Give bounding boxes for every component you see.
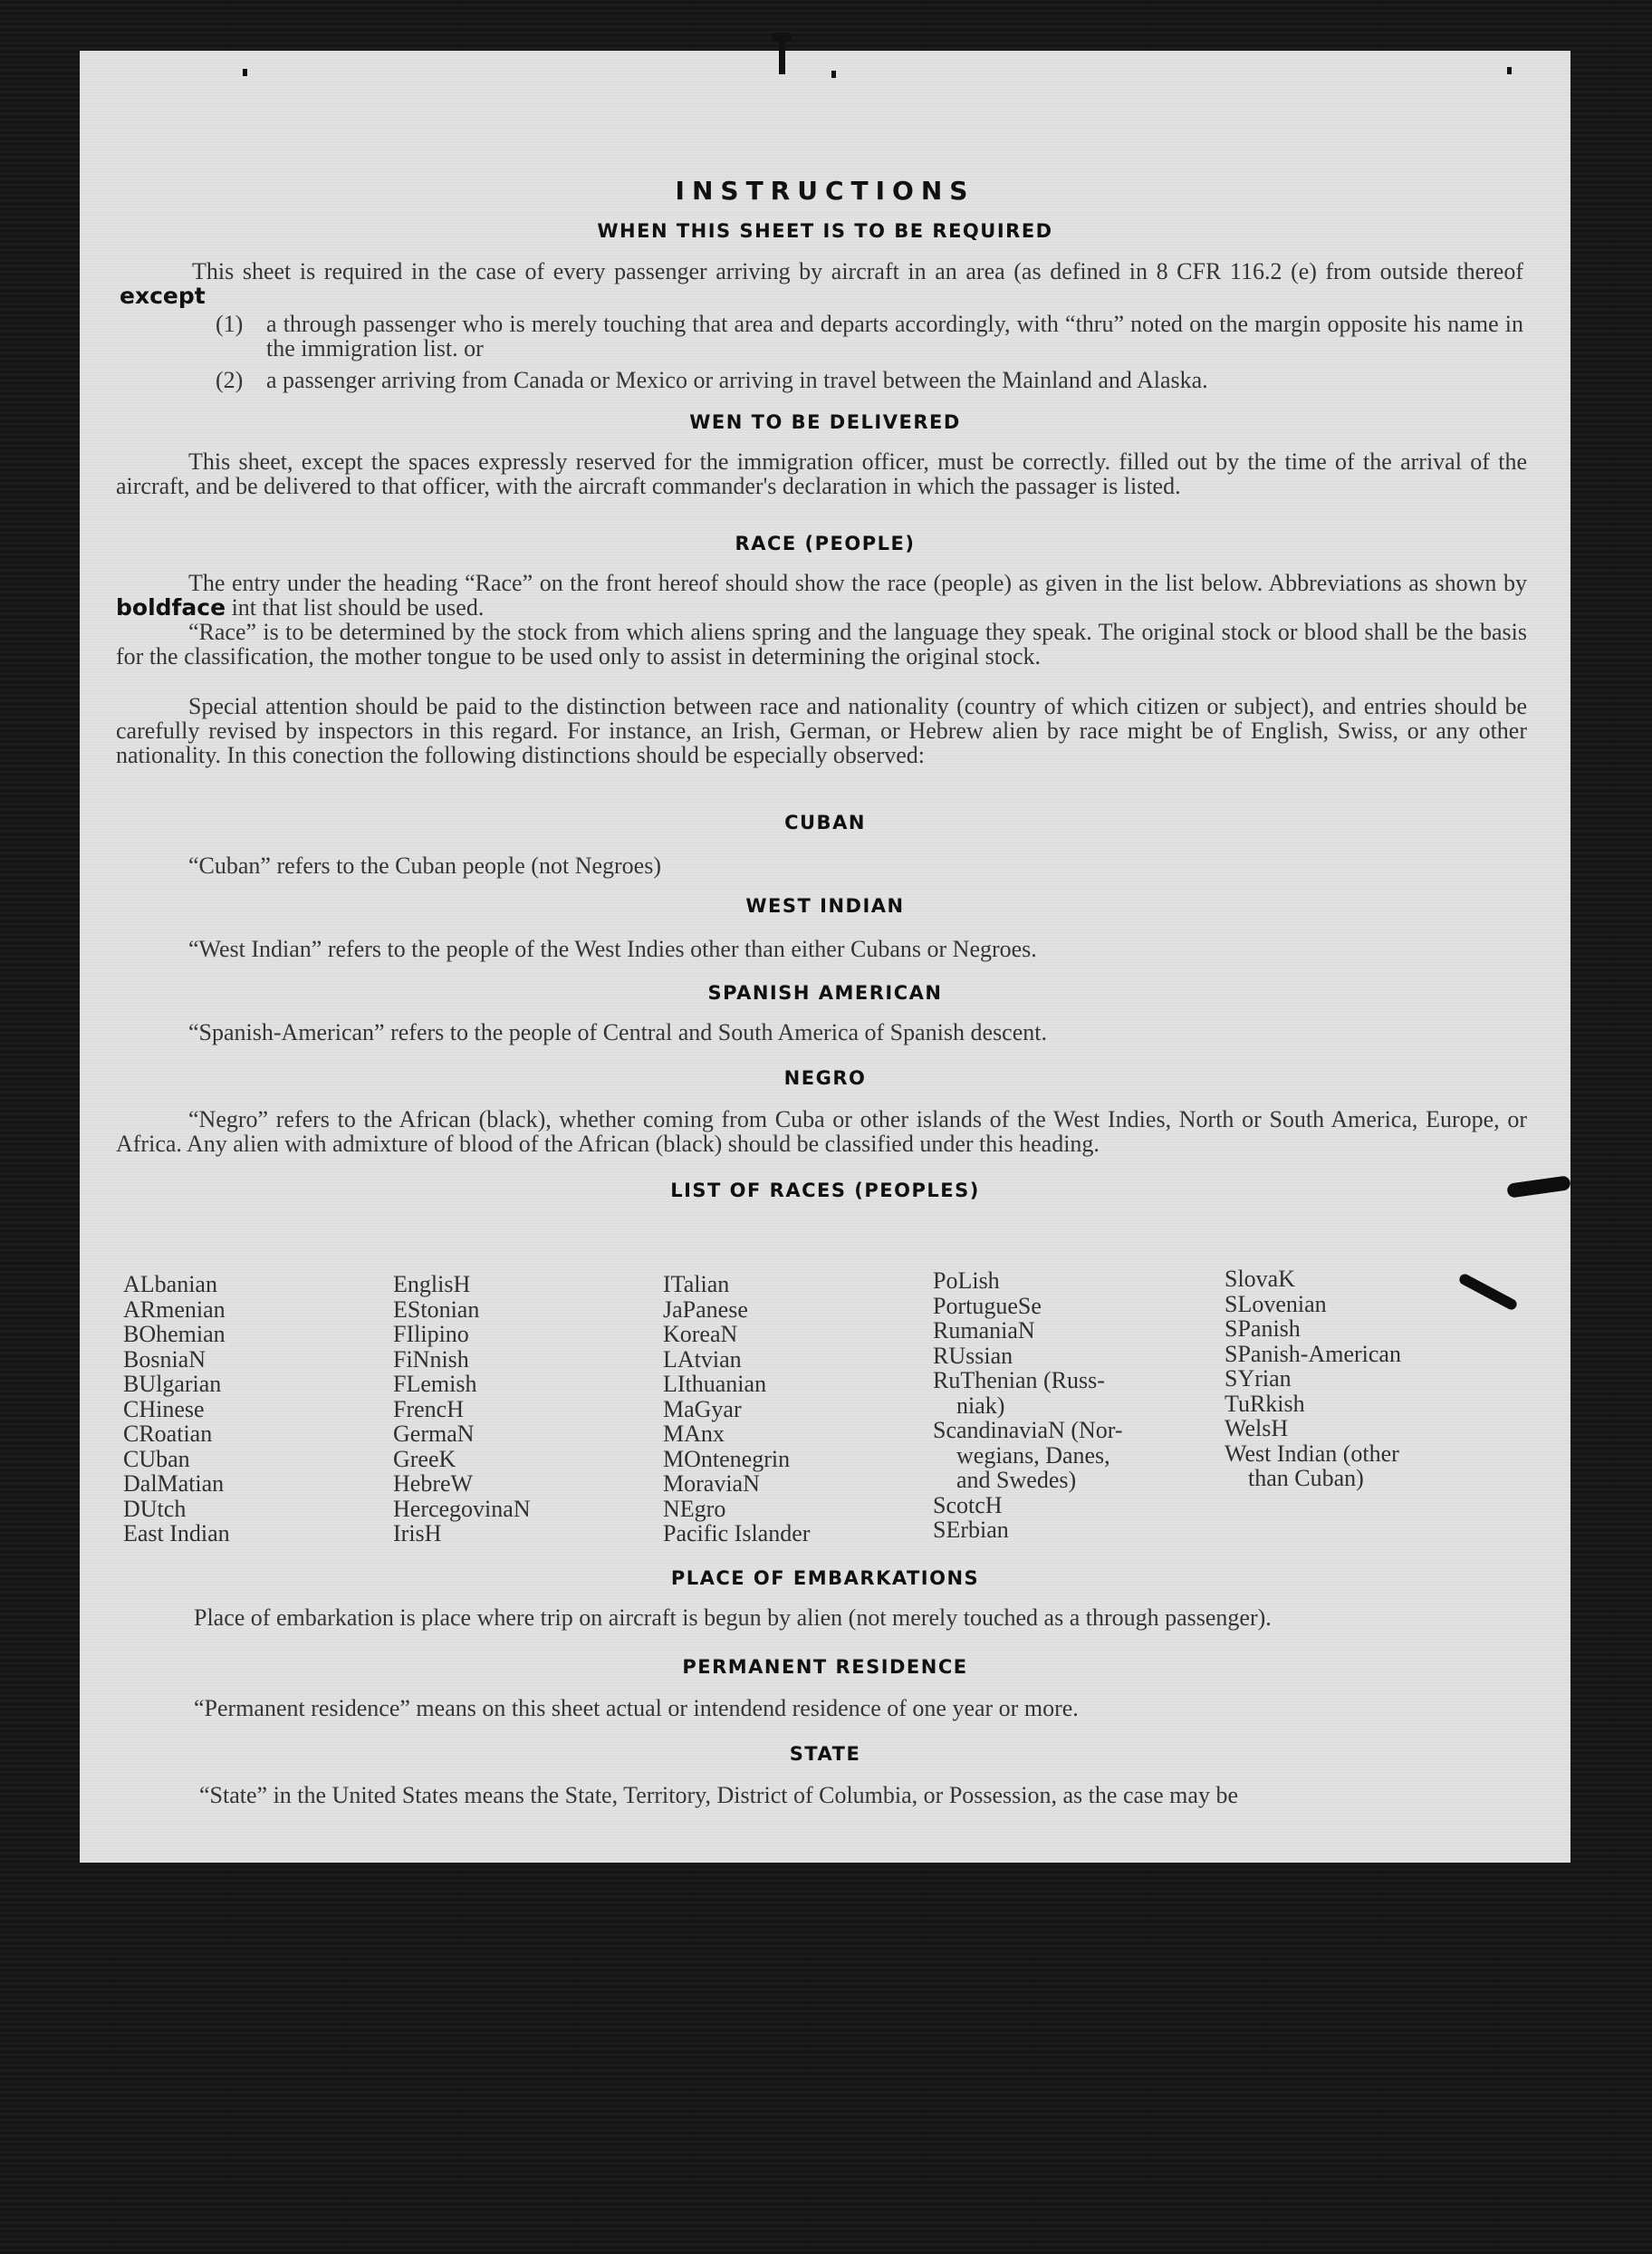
section-heading-spanish-american: SPANISH AMERICAN bbox=[707, 982, 943, 1004]
race-list-item: EnglisH bbox=[393, 1271, 471, 1297]
section-heading-cuban: CUBAN bbox=[784, 812, 866, 833]
section-heading-west-indian: WEST INDIAN bbox=[745, 895, 905, 917]
race-list-item: SPanish-American bbox=[1225, 1340, 1401, 1367]
list-item-canada-mexico bbox=[216, 368, 1523, 392]
race-list-item: MOntenegrin bbox=[663, 1445, 791, 1472]
race-list-item: PoLish bbox=[933, 1267, 1000, 1294]
race-list-item: SlovaK bbox=[1225, 1266, 1295, 1292]
race-list-item: ALbanian bbox=[123, 1271, 217, 1297]
when-required-intro-text: This sheet is required in the case of every passenger arriving by aircraft in an area (as defined in 8 CFR 116.2 (e) from outside thereof bbox=[192, 258, 1523, 284]
race-list-item: HebreW bbox=[393, 1470, 474, 1497]
race-list-column-4 bbox=[933, 1268, 1123, 1543]
race-list-item: GreeK bbox=[393, 1445, 456, 1472]
race-list-item: LIthuanian bbox=[663, 1371, 767, 1397]
race-list-item: than Cuban) bbox=[1248, 1465, 1364, 1491]
section-heading-permanent-residence: PERMANENT RESIDENCE bbox=[682, 1656, 968, 1678]
section-heading-race: RACE (PEOPLE) bbox=[735, 533, 916, 554]
race-list-column-2 bbox=[393, 1272, 531, 1546]
race-list-item: ScandinaviaN (Nor- bbox=[933, 1417, 1123, 1443]
state-text: “State” in the United States means the State, Territory, District of Columbia, or Possession, as the case may be bbox=[199, 1782, 1238, 1808]
west-indian-text: “West Indian” refers to the people of the West Indies other than either Cubans or Negroes. bbox=[188, 936, 1037, 962]
race-list-item: NEgro bbox=[663, 1495, 726, 1522]
race-list-item: LAtvian bbox=[663, 1345, 742, 1373]
race-list-item: RumaniaN bbox=[933, 1317, 1035, 1344]
race-list-item: IrisH bbox=[393, 1520, 442, 1546]
race-list-item: FiNnish bbox=[393, 1345, 469, 1373]
permanent-residence-text: “Permanent residence” means on this sheet actual or intendend residence of one year or more. bbox=[194, 1695, 1079, 1721]
race-list-item: TuRkish bbox=[1225, 1390, 1305, 1417]
race-list-item: wegians, Danes, bbox=[956, 1441, 1110, 1469]
race-list-item: SYrian bbox=[1225, 1365, 1292, 1392]
negro-text: “Negro” refers to the African (black), whether coming from Cuba or other islands of the West Indies, North or South America, Europe, or Africa. Any alien with admixture of blood of the African (black) should be classified under this heading. bbox=[116, 1106, 1527, 1157]
race-list-column-3 bbox=[663, 1272, 810, 1546]
item-number: (1) bbox=[216, 311, 244, 337]
list-item-through-passenger bbox=[216, 312, 1523, 361]
race-list-item: FLemish bbox=[393, 1371, 477, 1397]
race-list-item: JaPanese bbox=[663, 1296, 748, 1323]
when-delivered-text: This sheet, except the spaces expressly reserved for the immigration officer, must be correctly. filled out by the time of the arrival of the aircraft, and be delivered to that officer, with the aircraft commander's declaration in which the passager is listed. bbox=[116, 448, 1527, 499]
race-list-item: SLovenian bbox=[1225, 1290, 1327, 1317]
race-list-item: Pacific Islander bbox=[663, 1520, 811, 1546]
section-heading-when-delivered: WEN TO BE DELIVERED bbox=[689, 411, 961, 433]
race-paragraph-2: “Race” is to be determined by the stock from which aliens spring and the language they speak. The original stock or blood shall be the basis for the classification, the mother tongue to be used only to assist in determining the original stock. bbox=[116, 619, 1527, 669]
race-p1-text-end: int that list should be used. bbox=[231, 594, 485, 621]
section-heading-embarkation: PLACE OF EMBARKATIONS bbox=[670, 1567, 980, 1589]
race-list-item: BOhemian bbox=[123, 1321, 226, 1347]
page-title: INSTRUCTIONS bbox=[675, 176, 975, 206]
race-list-item: ScotcH bbox=[933, 1491, 1003, 1518]
race-list-item: FIlipino bbox=[393, 1321, 469, 1347]
boldface-bold: boldface bbox=[116, 594, 226, 621]
punch-mark bbox=[831, 71, 836, 78]
race-list-item: BUlgarian bbox=[123, 1371, 222, 1397]
race-paragraph-1 bbox=[116, 571, 1527, 620]
race-list-item: KoreaN bbox=[663, 1321, 738, 1347]
race-list-item: CHinese bbox=[123, 1395, 205, 1422]
race-list-item: RuThenian (Russ- bbox=[933, 1367, 1105, 1393]
section-heading-state: STATE bbox=[789, 1743, 861, 1765]
race-list-item: niak) bbox=[956, 1392, 1005, 1419]
punch-mark bbox=[1507, 67, 1512, 74]
race-list-item: PortugueSe bbox=[933, 1292, 1042, 1319]
race-list-item: DalMatian bbox=[123, 1470, 225, 1497]
cuban-text: “Cuban” refers to the Cuban people (not Negroes) bbox=[188, 852, 661, 879]
race-list-item: CUban bbox=[123, 1445, 190, 1472]
race-p1-text: The entry under the heading “Race” on the front hereof should show the race (people) as given in the list below. Abbreviations as shown by bbox=[188, 570, 1527, 596]
spanish-american-text: “Spanish-American” refers to the people of Central and South America of Spanish descent. bbox=[188, 1019, 1047, 1045]
punch-mark bbox=[243, 69, 247, 76]
race-list-item: CRoatian bbox=[123, 1421, 213, 1447]
race-list-item: GermaN bbox=[393, 1421, 475, 1447]
race-list-item: SErbian bbox=[933, 1517, 1009, 1543]
race-list-item: ITalian bbox=[663, 1271, 730, 1297]
item-number: (2) bbox=[216, 367, 244, 393]
item-text: a through passenger who is merely touching that area and departs accordingly, with “thru” noted on the margin opposite his name in the immigration list. or bbox=[266, 311, 1523, 361]
section-heading-when-required: WHEN THIS SHEET IS TO BE REQUIRED bbox=[597, 220, 1053, 242]
when-required-intro bbox=[120, 259, 1523, 308]
race-list-column-5 bbox=[1225, 1267, 1401, 1491]
item-text: a passenger arriving from Canada or Mexico or arriving in travel between the Mainland and Alaska. bbox=[266, 367, 1208, 393]
except-bold: except bbox=[120, 283, 206, 309]
embarkation-text: Place of embarkation is place where trip on aircraft is begun by alien (not merely touched as a through passenger). bbox=[194, 1604, 1272, 1631]
staple-mark-stem bbox=[779, 36, 785, 74]
race-list-item: MaGyar bbox=[663, 1395, 742, 1422]
race-list-item: BosniaN bbox=[123, 1345, 206, 1373]
race-list-item: WelsH bbox=[1225, 1415, 1289, 1441]
race-list-item: RUssian bbox=[933, 1342, 1013, 1369]
race-list-item: SPanish bbox=[1225, 1315, 1301, 1342]
race-list-item: and Swedes) bbox=[956, 1467, 1077, 1493]
section-heading-list-of-races: LIST OF RACES (PEOPLES) bbox=[670, 1180, 980, 1201]
race-list-item: MoraviaN bbox=[663, 1470, 760, 1497]
race-list-item: East Indian bbox=[123, 1520, 230, 1546]
section-heading-negro: NEGRO bbox=[783, 1067, 867, 1089]
document-sheet bbox=[80, 51, 1570, 1863]
race-list-column-1 bbox=[123, 1272, 230, 1546]
race-list-item: DUtch bbox=[123, 1495, 187, 1522]
race-list-item: EStonian bbox=[393, 1296, 480, 1323]
race-list-item: MAnx bbox=[663, 1421, 725, 1447]
race-paragraph-3: Special attention should be paid to the distinction between race and nationality (country of which citizen or subject), and entries should be carefully revised by inspectors in this regard. For instance, an Irish, German, or Hebrew alien by race might be of English, Swiss, or any other nationality. In this conection the following distinctions should be especially observed: bbox=[116, 693, 1527, 768]
race-list-item: ARmenian bbox=[123, 1296, 226, 1323]
race-list-item: HercegovinaN bbox=[393, 1495, 531, 1522]
race-list-item: West Indian (other bbox=[1225, 1440, 1399, 1467]
race-list-item: FrencH bbox=[393, 1395, 464, 1422]
